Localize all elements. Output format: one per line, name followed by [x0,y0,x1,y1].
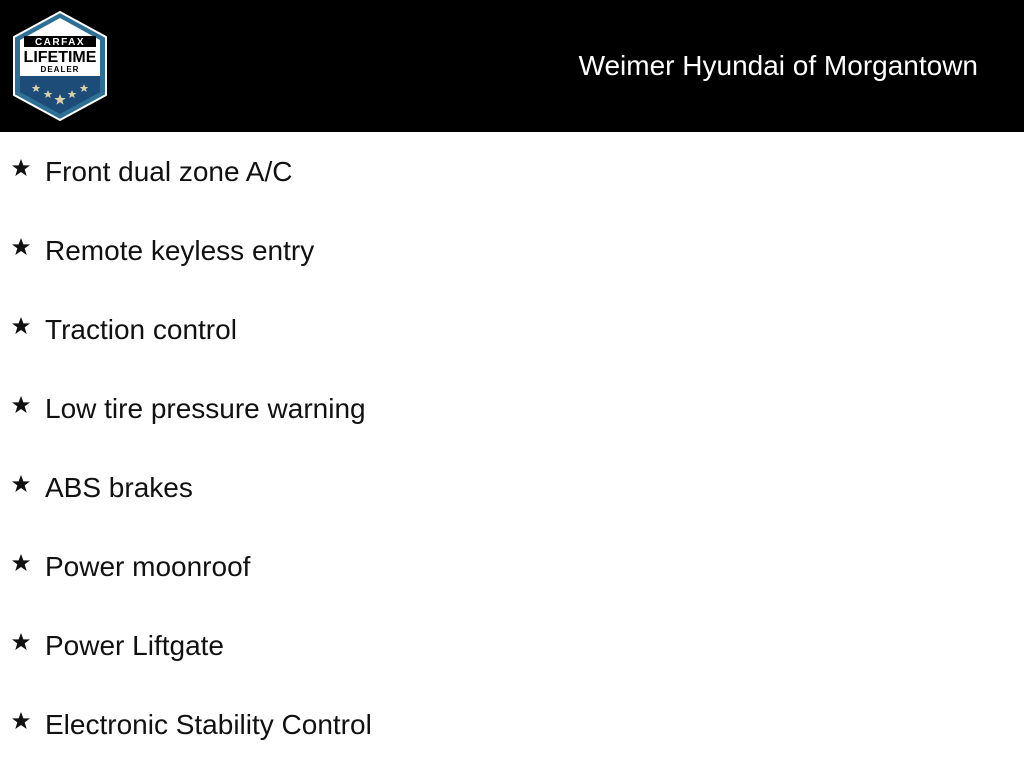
feature-item [0,685,1024,764]
feature-label: ABS brakes [45,472,193,503]
badge-dealer-text: DEALER [40,65,80,74]
star-icon [11,474,31,494]
dealer-name: Weimer Hyundai of Morgantown [578,50,978,81]
feature-label: Low tire pressure warning [45,393,366,424]
feature-item [0,448,1024,527]
star-icon [11,632,31,652]
feature-label: Power Liftgate [45,630,224,661]
header-bar [0,0,1024,132]
feature-label: Front dual zone A/C [45,156,293,187]
feature-item [0,132,1024,211]
badge-lifetime-text: LIFETIME [23,49,97,66]
star-icon [11,553,31,573]
feature-label: Power moonroof [45,551,251,582]
feature-item [0,369,1024,448]
feature-item [0,606,1024,685]
star-icon [11,395,31,415]
svg-text:CARFAX: CARFAX [34,37,86,48]
star-icon [11,158,31,178]
feature-list [0,132,1024,764]
star-icon [11,316,31,336]
carfax-lifetime-dealer-badge [10,10,110,122]
feature-item [0,527,1024,606]
star-icon [11,237,31,257]
carfax-wordmark [24,36,96,48]
feature-label: Traction control [45,314,237,345]
feature-item [0,290,1024,369]
feature-label: Remote keyless entry [45,235,315,266]
feature-item [0,211,1024,290]
star-icon [11,711,31,731]
feature-label: Electronic Stability Control [45,709,372,740]
